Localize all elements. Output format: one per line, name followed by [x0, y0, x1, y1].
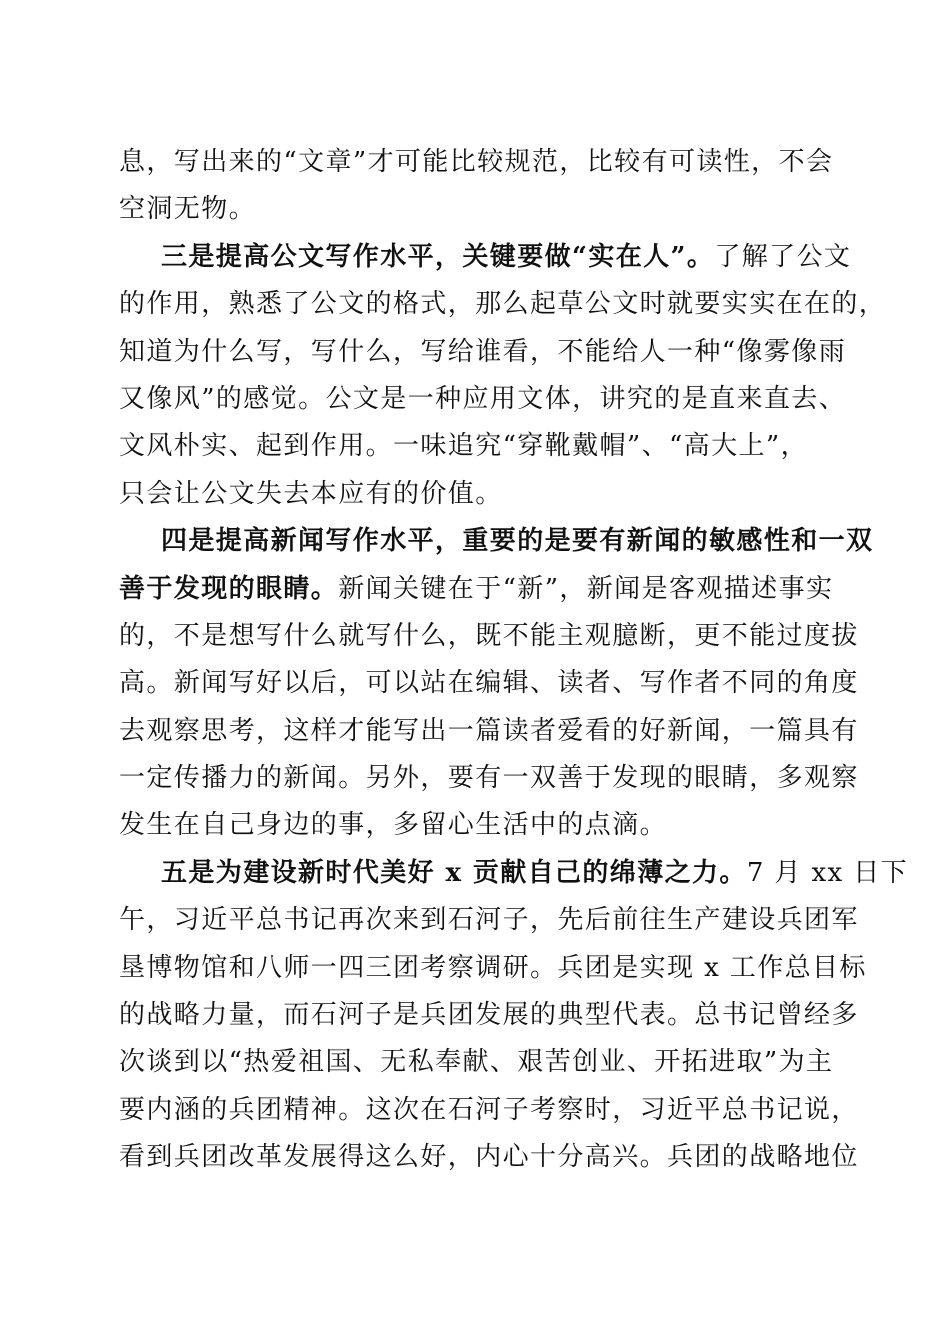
line-text: 的，不是想写什么就写什么，既不能主观臆断，更不能过度拔 [119, 620, 859, 651]
line-text: 又像风”的感觉。公文是一种应用文体，讲究的是直来直去、 [119, 383, 847, 414]
text-line [119, 376, 847, 423]
line-text: 发生在自己身边的事，多留心生活中的点滴。 [119, 810, 668, 841]
line-text: 息，写出来的“文章”才可能比较规范，比较有可读性，不会 [119, 147, 834, 177]
line-text: 知道为什么写，写什么，写给谁看，不能给人一种“像雾像雨 [119, 336, 847, 367]
line-text: 只会让公文失去本应有的价值。 [119, 478, 503, 509]
text-line [119, 1087, 859, 1134]
text-line [119, 329, 847, 376]
line-text: 一定传播力的新闻。另外，要有一双善于发现的眼睛，多观察 [119, 763, 859, 794]
line-text: 高。新闻写好以后，可以站在编辑、读者、写作者不同的角度 [119, 668, 859, 699]
text-line [119, 992, 859, 1039]
paragraph [119, 518, 874, 850]
line-text: 空洞无物。 [119, 194, 257, 225]
line-text: 的战略力量，而石河子是兵团发展的典型代表。总书记曾经多 [119, 1000, 859, 1031]
text-line [119, 471, 839, 518]
text-line [119, 186, 839, 233]
text-line [119, 613, 859, 660]
text-line [119, 802, 839, 849]
line-text: 新闻关键在于“新”，新闻是客观描述事实 [338, 573, 834, 604]
line-text: 了解了公文 [714, 241, 852, 272]
line-text: 次谈到以“热爱祖国、无私奉献、艰苦创业、开拓进取”为主 [119, 1047, 834, 1078]
line-text: 要内涵的兵团精神。这次在石河子考察时，习近平总书记说， [119, 1094, 859, 1125]
paragraph [119, 234, 887, 518]
line-text: 文风朴实、起到作用。一味追究“穿靴戴帽”、“高大上”， [119, 431, 808, 462]
paragraph [119, 139, 839, 234]
paragraph-heading: 四是提高新闻写作水平，重要的是要有新闻的敏感性和一双 [161, 526, 874, 557]
text-line [119, 518, 874, 565]
text-line [119, 755, 859, 802]
text-line [119, 850, 909, 897]
text-line [119, 139, 839, 186]
text-line [119, 945, 867, 992]
text-line [119, 281, 887, 328]
text-line [119, 234, 852, 281]
line-text: 去观察思考，这样才能写出一篇读者爱看的好新闻，一篇具有 [119, 715, 859, 746]
paragraph-heading: 三是提高公文写作水平，关键要做“实在人”。 [161, 241, 715, 272]
paragraph-heading: 五是为建设新时代美好 x 贡献自己的绵薄之力。 [161, 857, 747, 888]
document-body [119, 139, 909, 1182]
line-text: 午，习近平总书记再次来到石河子，先后前往生产建设兵团军 [119, 905, 859, 936]
text-line [119, 1039, 839, 1086]
line-text: 7 月 xx 日下 [746, 857, 909, 888]
text-line [119, 708, 859, 755]
text-line [119, 423, 839, 470]
text-line [119, 566, 839, 613]
line-text: 垦博物馆和八师一四三团考察调研。兵团是实现 x 工作总目标 [119, 952, 867, 983]
line-text: 看到兵团改革发展得这么好，内心十分高兴。兵团的战略地位 [119, 1142, 859, 1173]
line-text: 的作用，熟悉了公文的格式，那么起草公文时就要实实在在的， [119, 289, 887, 320]
text-line [119, 897, 859, 944]
text-line [119, 1134, 859, 1181]
paragraph [119, 850, 909, 1182]
paragraph-heading: 善于发现的眼睛。 [119, 573, 339, 604]
text-line [119, 660, 859, 707]
